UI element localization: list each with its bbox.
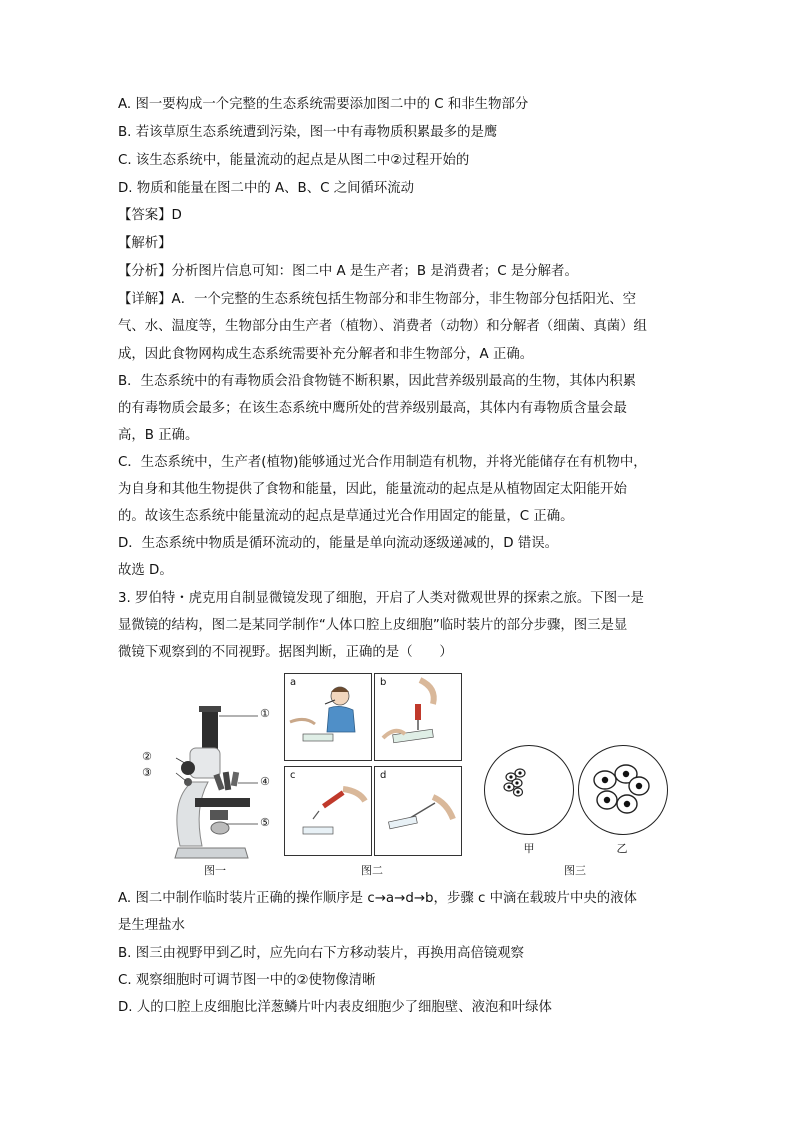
- marker-3: ③: [142, 766, 152, 779]
- detail-line: 高，B 正确。: [118, 428, 199, 443]
- view-yi-label: 乙: [616, 842, 628, 855]
- fig1-caption: 图一: [204, 864, 226, 877]
- marker-4: ④: [260, 775, 270, 788]
- mouth-swab-icon: [285, 674, 371, 760]
- panel-d-label: d: [380, 770, 387, 781]
- panel-a: [284, 673, 372, 761]
- dropper-slide-icon: [285, 767, 371, 855]
- option-c-prev: C. 该生态系统中，能量流动的起点是从图二中②过程开始的: [118, 153, 470, 168]
- q3-option-d: D. 人的口腔上皮细胞比洋葱鳞片叶内表皮细胞少了细胞壁、液泡和叶绿体: [118, 1000, 552, 1015]
- q3-stem-line: 3. 罗伯特・虎克用自制显微镜发现了细胞，开启了人类对微观世界的探索之旅。下图一是: [118, 591, 644, 606]
- q3-stem-line: 显微镜的结构，图二是某同学制作“人体口腔上皮细胞”临时装片的部分步骤，图三是显: [118, 618, 628, 633]
- analysis-fenxi: 【分析】分析图片信息可知：图二中 A 是生产者；B 是消费者；C 是分解者。: [118, 264, 578, 279]
- dropper-stain-icon: [375, 674, 461, 760]
- small-cells-icon: [485, 746, 573, 834]
- detail-line: C．生态系统中，生产者(植物)能够通过光合作用制造有机物，并将光能储存在有机物中，: [118, 455, 647, 470]
- detail-line: 成，因此食物网构成生态系统需要补充分解者和非生物部分，A 正确。: [118, 347, 534, 362]
- detail-line: 为自身和其他生物提供了食物和能量，因此，能量流动的起点是从植物固定太阳能开始: [118, 482, 627, 497]
- view-jia: [484, 745, 574, 835]
- detail-line: 【详解】A．一个完整的生态系统包括生物部分和非生物部分，非生物部分包括阳光、空: [118, 292, 637, 307]
- panel-c: [284, 766, 372, 856]
- marker-5: ⑤: [260, 816, 270, 829]
- fig2-caption: 图二: [361, 864, 383, 877]
- option-b-prev: B. 若该草原生态系统遭到污染，图一中有毒物质积累最多的是鹰: [118, 125, 498, 140]
- q3-option-a: A. 图二中制作临时装片正确的操作顺序是 c→a→d→b，步骤 c 中滴在载玻片中央的液体: [118, 891, 637, 906]
- large-cells-icon: [579, 746, 667, 834]
- marker-2: ②: [142, 750, 152, 763]
- q3-stem-line: 微镜下观察到的不同视野。据图判断，正确的是（ ）: [118, 645, 453, 660]
- panel-b-label: b: [380, 677, 387, 688]
- option-a-prev: A. 图一要构成一个完整的生态系统需要添加图二中的 C 和非生物部分: [118, 97, 529, 112]
- view-jia-label: 甲: [523, 842, 535, 855]
- marker-1: ①: [260, 707, 270, 720]
- answer-line: 【答案】D: [118, 208, 182, 223]
- panel-d: [374, 766, 462, 856]
- detail-line: 气、水、温度等，生物部分由生产者（植物）、消费者（动物）和分解者（细菌、真菌）组: [118, 319, 647, 334]
- detail-line: 的。故该生态系统中能量流动的起点是草通过光合作用固定的能量，C 正确。: [118, 509, 574, 524]
- detail-line: D．生态系统中物质是循环流动的，能量是单向流动逐级递减的，D 错误。: [118, 536, 558, 551]
- detail-line: 的有毒物质会最多；在该生态系统中鹰所处的营养级别最高，其体内有毒物质含量会最: [118, 401, 627, 416]
- q3-option-c: C. 观察细胞时可调节图一中的②使物像清晰: [118, 973, 376, 988]
- q3-option-b: B. 图三由视野甲到乙时，应先向右下方移动装片，再换用高倍镜观察: [118, 946, 525, 961]
- cover-slip-icon: [375, 767, 461, 855]
- detail-line: 故选 D。: [118, 563, 173, 578]
- panel-b: [374, 673, 462, 761]
- fig3-caption: 图三: [564, 864, 586, 877]
- panel-c-label: c: [290, 770, 296, 781]
- view-yi: [578, 745, 668, 835]
- q3-option-a-cont: 是生理盐水: [118, 918, 185, 933]
- analysis-title: 【解析】: [118, 236, 172, 251]
- panel-a-label: a: [290, 677, 297, 688]
- option-d-prev: D. 物质和能量在图二中的 A、B、C 之间循环流动: [118, 181, 415, 196]
- figure-microscope: [142, 690, 290, 875]
- detail-line: B．生态系统中的有毒物质会沿食物链不断积累，因此营养级别最高的生物，其体内积累: [118, 374, 637, 389]
